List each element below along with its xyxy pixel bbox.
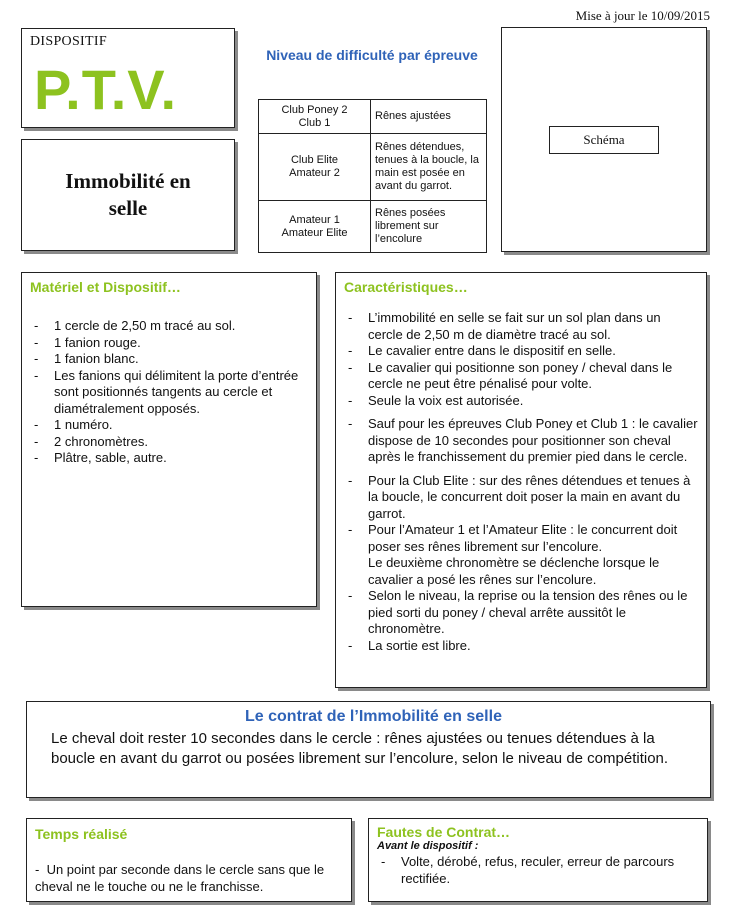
list-item: - Plâtre, sable, autre. — [30, 450, 308, 467]
list-item: - Le cavalier entre dans le dispositif en selle. — [344, 343, 698, 360]
list-item: - Sauf pour les épreuves Club Poney et Club 1 : le cavalier dispose de 10 secondes pour positionner son cheval après le franchissement du premier pied dans le cercle. — [344, 416, 698, 466]
level-name: Club 1 — [298, 116, 331, 129]
level-name: Club Poney 2 — [281, 103, 348, 116]
level-cell — [259, 100, 371, 134]
contrat-box — [26, 701, 711, 798]
table-row — [259, 100, 487, 134]
title-box — [21, 139, 235, 251]
rule-cell: Rênes détendues, tenues à la boucle, la main est posée en avant du garrot. — [371, 134, 487, 201]
contrat-text: Le cheval doit rester 10 secondes dans le cercle : rênes ajustées ou tenues détendues à la boucle en avant du garrot ou posées librement sur l’encolure, selon le niveau de compétition. — [51, 730, 669, 767]
page-title-line1: Immobilité en — [65, 169, 191, 193]
brand-box — [21, 28, 235, 128]
page-title-line2: selle — [108, 196, 148, 220]
level-cell — [259, 201, 371, 253]
temps-box — [26, 818, 352, 902]
list-item: - 1 numéro. — [30, 417, 308, 434]
rule-cell: Rênes posées librement sur l’encolure — [371, 201, 487, 253]
schema-box — [501, 27, 707, 252]
list-item: - 1 fanion blanc. — [30, 351, 308, 368]
ptv-logo: P.T.V. — [34, 58, 178, 121]
materiel-heading: Matériel et Dispositif… — [30, 279, 181, 295]
level-name: Amateur 2 — [289, 167, 340, 179]
list-item: - Les fanions qui délimitent la porte d’entrée sont positionnés tangents au cercle et diamétralement opposés. — [30, 368, 308, 418]
difficulty-table — [258, 99, 487, 253]
list-item: - 1 fanion rouge. — [30, 335, 308, 352]
table-row — [259, 201, 487, 253]
list-item: - Seule la voix est autorisée. — [344, 393, 698, 410]
list-continuation: Le deuxième chronomètre se déclenche lorsque le cavalier a posé les rênes sur l’encolure. — [368, 555, 660, 587]
difficulty-heading: Niveau de difficulté par épreuve — [266, 47, 478, 63]
materiel-box — [21, 272, 317, 607]
temps-heading: Temps réalisé — [35, 826, 128, 842]
ptv-letter-v: V — [127, 58, 161, 121]
list-item: - Pour la Club Elite : sur des rênes détendues et tenues à la boucle, le concurrent doit poser la main en avant du garrot. — [344, 473, 698, 523]
list-item: - Pour l’Amateur 1 et l’Amateur Elite : le concurrent doit poser ses rênes librement sur l’encolure. — [344, 522, 698, 555]
schema-label: Schéma — [549, 126, 659, 154]
materiel-list — [30, 318, 308, 467]
level-name: Amateur Elite — [281, 226, 348, 239]
update-date: Mise à jour le 10/09/2015 — [575, 8, 710, 23]
temps-text: - Un point par seconde dans le cercle sans que le cheval ne le touche ou ne le franchisse. — [35, 862, 325, 894]
contrat-heading: Le contrat de l’Immobilité en selle — [245, 708, 502, 725]
list-item: - La sortie est libre. — [344, 638, 698, 655]
table-row — [259, 134, 487, 201]
fautes-box — [368, 818, 708, 902]
dispositif-label: DISPOSITIF — [30, 34, 107, 49]
level-name: Amateur 1 — [289, 213, 340, 226]
list-item: - Volte, dérobé, refus, reculer, erreur de parcours rectifiée. — [377, 854, 699, 887]
level-cell — [259, 134, 371, 201]
rule-cell: Rênes ajustées — [371, 100, 487, 134]
fautes-list — [377, 854, 699, 887]
list-item: - Selon le niveau, la reprise ou la tension des rênes ou le pied sorti du poney / cheval arrête aussitôt le chronomètre. — [344, 588, 698, 638]
fautes-heading: Fautes de Contrat… — [377, 824, 511, 840]
list-item: - L’immobilité en selle se fait sur un sol plan dans un cercle de 2,50 m de diamètre tracé au sol. — [344, 310, 698, 343]
ptv-letter-t: T — [81, 58, 111, 121]
ptv-letter-p: P — [34, 58, 66, 121]
level-name: Club Elite — [290, 154, 339, 166]
list-item: - Le cavalier qui positionne son poney / cheval dans le cercle ne peut être pénalisé pour volte. — [344, 360, 698, 393]
temps-text-body: Un point par seconde dans le cercle sans que le cheval ne le touche ou ne le franchisse. — [35, 862, 325, 894]
caracteristiques-heading: Caractéristiques… — [344, 279, 468, 295]
list-item: - 1 cercle de 2,50 m tracé au sol. — [30, 318, 308, 335]
fautes-subheading: Avant le dispositif : — [377, 840, 479, 852]
caracteristiques-list — [344, 310, 698, 654]
list-item: - 2 chronomètres. — [30, 434, 308, 451]
caracteristiques-box — [335, 272, 707, 688]
